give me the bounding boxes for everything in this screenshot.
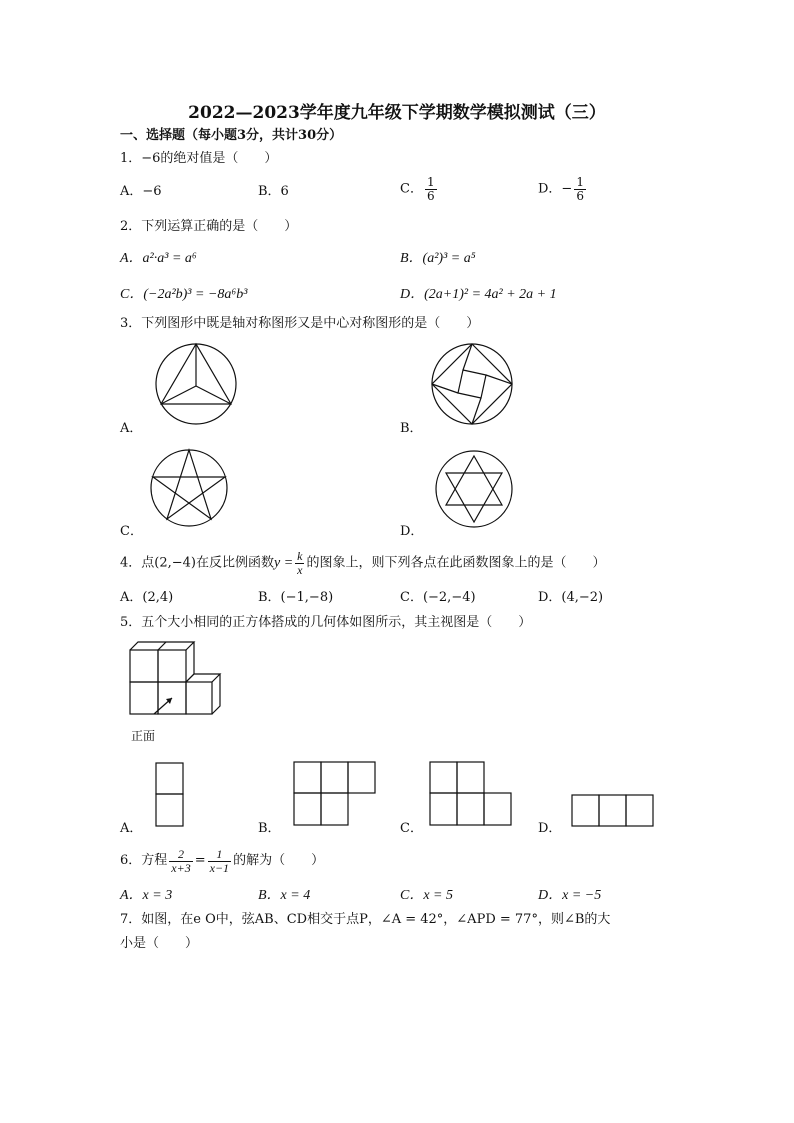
q4-stem [120, 550, 606, 577]
q5-option-d[interactable]: D． [538, 821, 562, 836]
q4-option-b[interactable]: B．(−1,−8) [258, 590, 334, 605]
q3-figure-a [154, 342, 238, 426]
q2-option-d[interactable]: D．(2a+1)² = 4a² + 2a + 1 [400, 287, 557, 302]
q5-option-a[interactable]: A． [120, 821, 143, 836]
q1-option-c-label: C． [400, 181, 423, 197]
q3-figure-d [434, 449, 514, 529]
q3-option-c[interactable]: C． [120, 524, 143, 539]
q1-option-d[interactable] [538, 176, 588, 203]
q6-stem-post: 的解为（ ） [233, 853, 325, 868]
q2-option-a[interactable]: A．a²·a³ = a⁶ [120, 251, 197, 266]
q4-option-c[interactable]: C．(−2,−4) [400, 590, 476, 605]
q6-fraction-right: $\frac{1}{x-1}$ [209, 846, 230, 875]
q5-figure-c [429, 761, 513, 827]
q6-stem-pre: 6．方程 [120, 853, 168, 868]
q1-option-c[interactable] [400, 176, 439, 203]
q5-option-b[interactable]: B． [258, 821, 281, 836]
q3-figure-c [149, 448, 229, 528]
q4-stem-pre: 4．点(2,−4)在反比例函数 [120, 555, 274, 571]
q2-stem: 2．下列运算正确的是（ ） [120, 219, 298, 234]
q5-front-label: 正面 [131, 729, 156, 743]
q3-option-d[interactable]: D． [400, 524, 424, 539]
q1-option-b[interactable]: B．6 [258, 184, 289, 199]
q2-option-b[interactable]: B．(a²)³ = a⁵ [400, 251, 476, 266]
q6-stem [120, 846, 324, 877]
q6-option-b[interactable]: B．x = 4 [258, 888, 311, 903]
q5-figure-d [571, 794, 655, 828]
q5-figure-a [155, 762, 185, 828]
q4-function-lhs: y = [273, 555, 294, 571]
q6-option-a[interactable]: A．x = 3 [120, 888, 173, 903]
q2-option-c[interactable]: C．(−2a²b)³ = −8a⁶b³ [120, 287, 248, 302]
q5-figure-b [293, 761, 377, 827]
q4-function-fraction: $\frac{k}{x}$ [297, 549, 303, 577]
q3-stem: 3．下列图形中既是轴对称图形又是中心对称图形的是（ ） [120, 316, 480, 331]
q5-cube-figure [128, 640, 228, 720]
q1-option-a[interactable]: A．−6 [120, 184, 162, 199]
page-title: 2022—2023学年度九年级下学期数学模拟测试（三） [188, 103, 606, 123]
q4-option-a[interactable]: A．(2,4) [120, 590, 174, 605]
q4-stem-post: 的图象上，则下列各点在此函数图象上的是（ ） [306, 555, 606, 571]
q7-stem-line1: 7．如图，在e O中，弦AB、CD相交于点P，∠A = 42°，∠APD = 77°，则∠B的大 [120, 912, 611, 927]
q5-option-c[interactable]: C． [400, 821, 423, 836]
q3-figure-b [430, 342, 514, 426]
q1-option-c-fraction: $\frac{1}{6}$ [426, 175, 435, 203]
q6-option-d[interactable]: D．x = −5 [538, 888, 602, 903]
q1-option-d-label: D．− [538, 181, 573, 197]
q7-stem-line2: 小是（ ） [120, 936, 199, 951]
q6-equals: = [194, 853, 206, 868]
section-heading: 一、选择题（每小题3分，共计30分） [120, 128, 343, 143]
q1-stem: 1．−6的绝对值是（ ） [120, 151, 278, 166]
q3-option-b[interactable]: B． [400, 421, 423, 436]
q1-option-d-fraction: $\frac{1}{6}$ [576, 175, 584, 203]
q4-option-d[interactable]: D．(4,−2) [538, 590, 604, 605]
q5-stem: 5．五个大小相同的正方体搭成的几何体如图所示，其主视图是（ ） [120, 615, 532, 630]
q6-option-c[interactable]: C．x = 5 [400, 888, 453, 903]
q6-fraction-left: $\frac{2}{x+3}$ [171, 846, 191, 875]
q3-option-a[interactable]: A． [120, 421, 143, 436]
